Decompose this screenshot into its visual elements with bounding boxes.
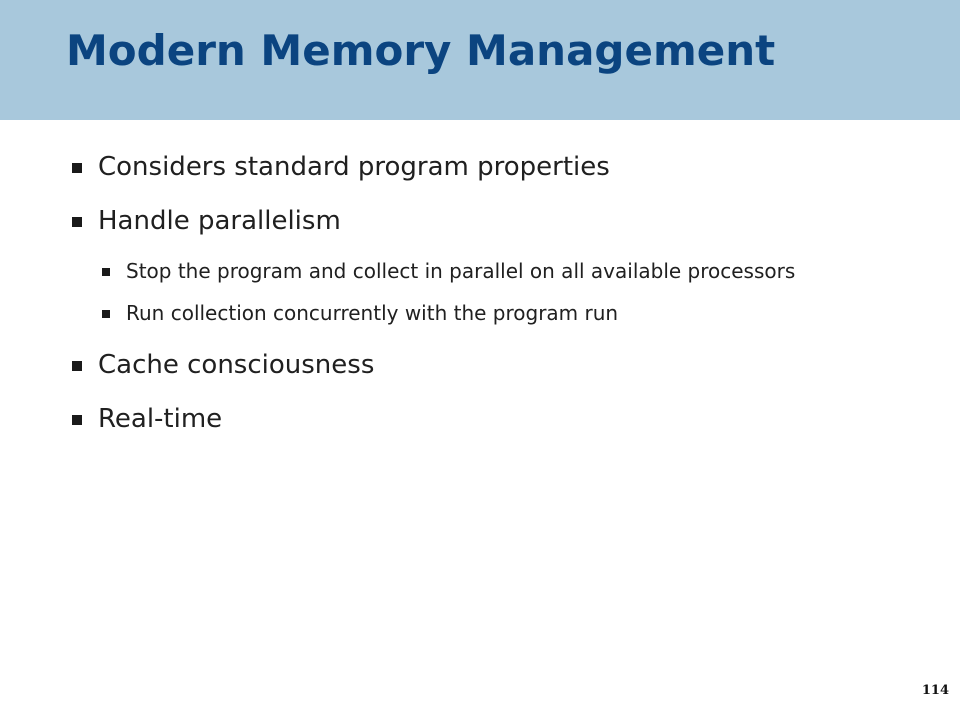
slide-title: Modern Memory Management bbox=[66, 26, 776, 75]
square-bullet-icon bbox=[102, 268, 110, 276]
page-number: 114 bbox=[921, 683, 949, 698]
sub-bullet-item bbox=[102, 297, 892, 329]
bullet-item bbox=[72, 399, 892, 439]
sub-bullet-text: Run collection concurrently with the program run bbox=[126, 301, 619, 325]
bullet-text: Real-time bbox=[98, 404, 223, 434]
square-bullet-icon bbox=[72, 415, 82, 425]
bullet-item bbox=[72, 147, 892, 187]
sub-bullet-text: Stop the program and collect in parallel on all available processors bbox=[126, 259, 796, 283]
bullet-item bbox=[72, 345, 892, 385]
bullet-item bbox=[72, 201, 892, 241]
square-bullet-icon bbox=[72, 217, 82, 227]
square-bullet-icon bbox=[102, 310, 110, 318]
bullet-text: Considers standard program properties bbox=[98, 152, 610, 182]
bullet-list bbox=[72, 147, 892, 453]
square-bullet-icon bbox=[72, 361, 82, 371]
sub-bullet-item bbox=[102, 255, 892, 287]
square-bullet-icon bbox=[72, 163, 82, 173]
bullet-text: Handle parallelism bbox=[98, 206, 341, 236]
bullet-text: Cache consciousness bbox=[98, 350, 375, 380]
